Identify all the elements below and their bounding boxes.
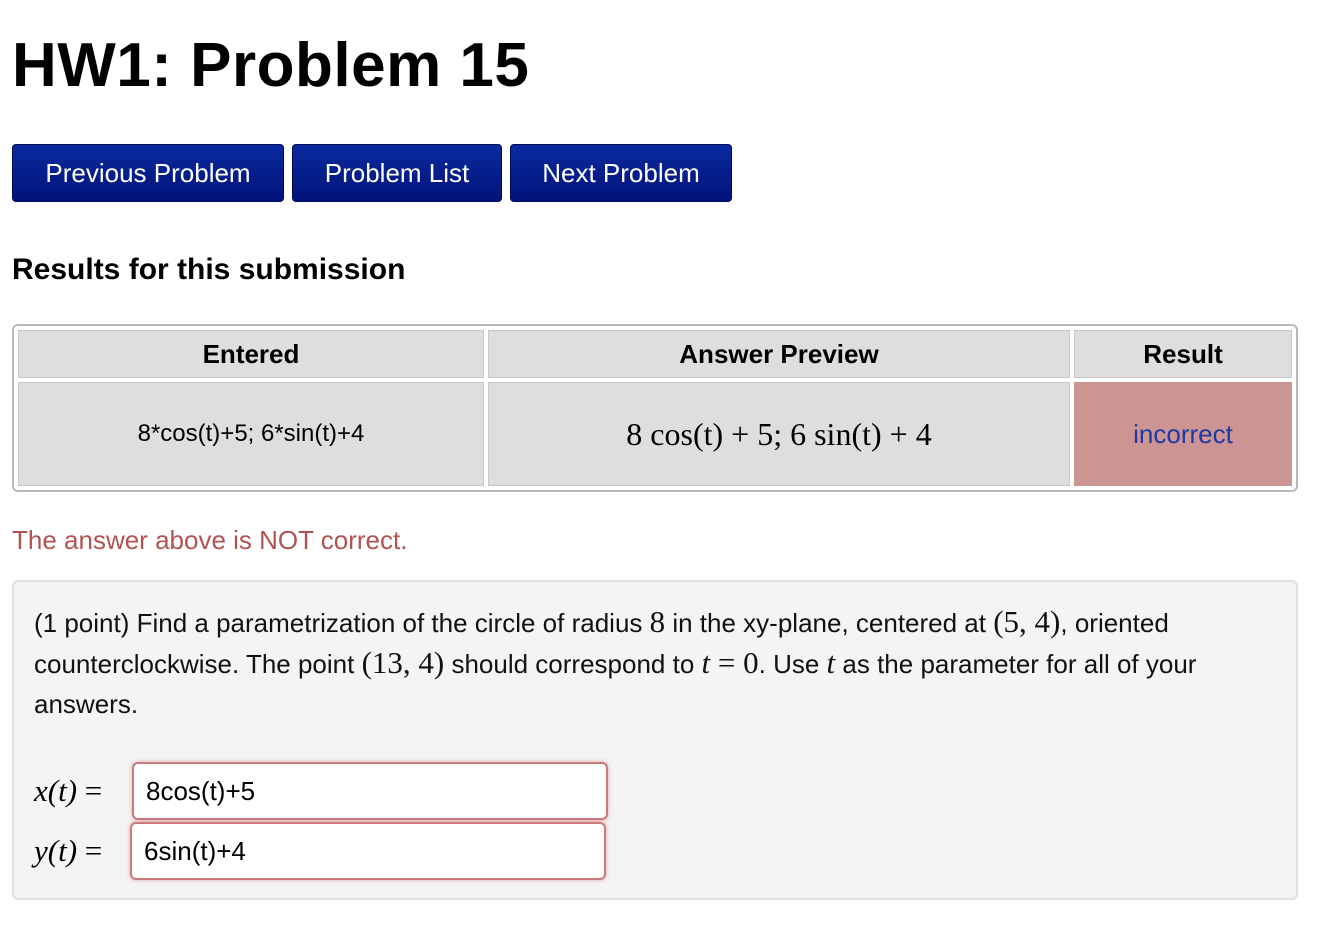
y-answer-row [34,822,634,880]
x-answer-row [34,762,634,820]
x-answer-input[interactable] [132,762,608,820]
problem-statement [34,602,1274,724]
t-variable: t [701,645,711,680]
y-answer-label [34,822,134,880]
problem-text-part: . Use [758,649,827,679]
column-header-answer-preview: Answer Preview [486,328,1072,380]
x-function-label: x(t) [34,773,78,808]
problem-text-part: , oriented counterclockwise. The point [34,608,1169,679]
problem-text-outro: as the parameter for all of your answers. [34,649,1197,719]
center-point: (5, 4) [993,604,1061,639]
equals-sign: = [84,773,103,808]
problem-list-button[interactable]: Problem List [292,144,502,202]
problem-box [12,580,1298,900]
problem-text-intro: (1 point) Find a parametrization of the circle of radius [34,608,650,638]
previous-problem-button[interactable]: Previous Problem [12,144,284,202]
problem-text-part: should correspond to [444,649,702,679]
radius-value: 8 [649,604,666,639]
problem-text-part: in the xy-plane, centered at [665,608,994,638]
column-header-entered: Entered [16,328,486,380]
parameter-variable: t [826,645,836,680]
result-cell: incorrect [1072,380,1294,488]
y-function-label: y(t) [34,833,78,868]
x-answer-label [34,762,134,820]
page-title: HW1: Problem 15 [12,31,530,100]
start-point: (13, 4) [361,645,445,680]
y-answer-input[interactable] [130,822,606,880]
next-problem-button[interactable]: Next Problem [510,144,732,202]
results-table [12,324,1298,492]
equals-sign: = [84,833,103,868]
answer-preview-cell: 8 cos(t) + 5; 6 sin(t) + 4 [486,380,1072,488]
column-header-result: Result [1072,328,1294,380]
results-heading: Results for this submission [12,253,406,286]
entered-answer-cell: 8*cos(t)+5; 6*sin(t)+4 [16,380,486,488]
feedback-message: The answer above is NOT correct. [12,525,408,555]
equals-zero: = 0 [710,645,759,680]
